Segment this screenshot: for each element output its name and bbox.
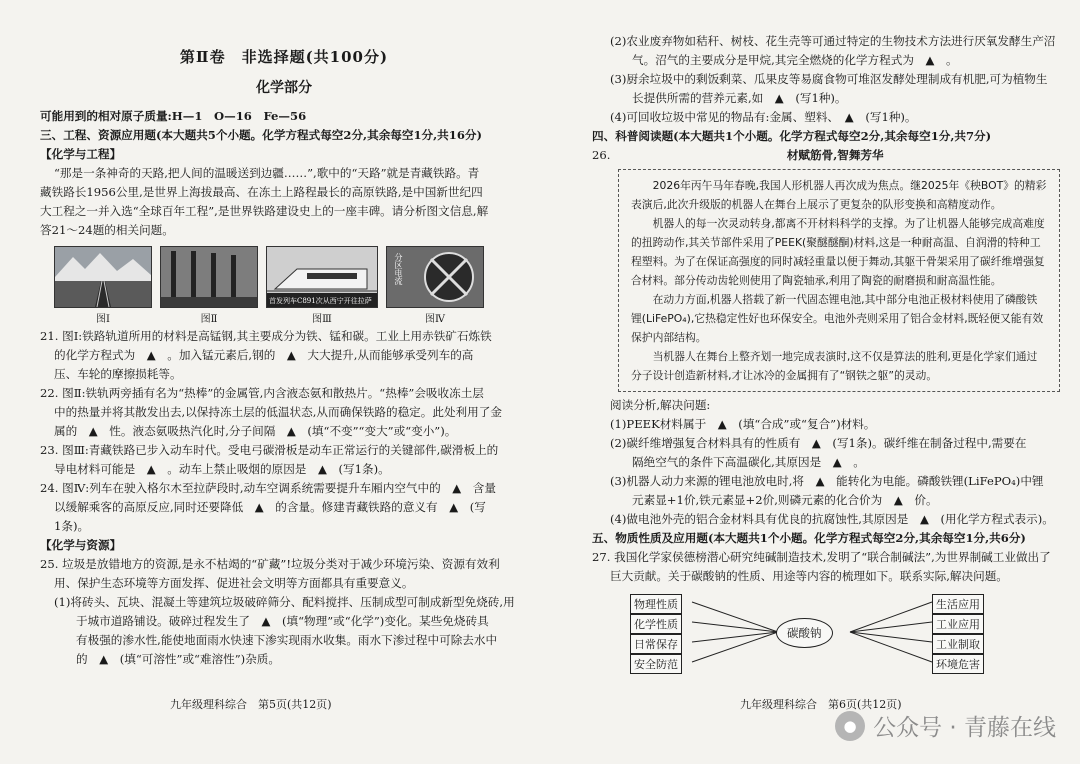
q24-line: 以缓解乘客的高原反应,同时还要降低 ▲ 的含量。修建青藏铁路的意义有 ▲ (写 bbox=[54, 500, 486, 514]
q26-part-2 bbox=[610, 434, 1060, 472]
wechat-icon: ● bbox=[835, 711, 865, 741]
q24-line: 24. 图Ⅳ:列车在驶入格尔木至拉萨段时,动车空调系统需要提升车厢内空气中的 ▲ 含量 bbox=[40, 481, 496, 495]
box-industrial-application: 工业应用 bbox=[932, 614, 984, 634]
question-24 bbox=[40, 479, 528, 536]
q25-1-line: 于城市道路铺设。破碎过程发生了 ▲ (填“物理”或“化学”)变化。某些免烧砖具 bbox=[76, 614, 489, 628]
passage-paragraph: 机器人的每一次灵动转身,都离不开材料科学的支撑。为了让机器人能够完成高难度的扭跨动作,其关节部件采用了PEEK(聚醚醚酮)材料,这是一种耐高温、自润滑的特种工程塑料。为了在保证高强度的同时减轻重量以便于舞动,其躯干骨架采用了碳纤维增强复合材料。部分传动齿轮则使用了陶瓷轴承,利用了陶瓷的耐磨损和耐高温性能。 bbox=[631, 217, 1045, 287]
q26-part-1: (1)PEEK材料属于 ▲ (填“合成”或“复合”)材料。 bbox=[610, 417, 876, 431]
question-21 bbox=[40, 327, 528, 384]
box-physical-properties: 物理性质 bbox=[630, 594, 682, 614]
intro-line: 大工程之一并入选“全球百年工程”,是世界铁路建设史上的一座丰碑。请分析图文信息,解 bbox=[40, 204, 489, 218]
question-27 bbox=[592, 548, 1060, 586]
q21-line: 压、车轮的摩擦损耗等。 bbox=[54, 367, 182, 381]
watermark bbox=[835, 709, 1056, 742]
figure-caption: 图Ⅳ bbox=[425, 314, 445, 325]
watermark-text: 公众号 · 青藤在线 bbox=[873, 715, 1056, 741]
q22-line: 中的热量并将其散发出去,以保持冻土层的低温状态,从而确保铁路的稳定。此处利用了金 bbox=[54, 405, 502, 419]
figure-caption: 图Ⅲ bbox=[312, 314, 332, 325]
q25-line: 用、保护生态环境等方面发挥、促进社会文明等方面都具有重要意义。 bbox=[54, 576, 414, 590]
q25-2-line: 气。沼气的主要成分是甲烷,其完全燃烧的化学方程式为 ▲ 。 bbox=[632, 53, 958, 67]
intro-line: “那是一条神奇的天路,把人间的温暖送到边疆……”,歌中的“天路”就是青藏铁路。青 bbox=[54, 166, 480, 180]
q22-line: 22. 图Ⅱ:铁轨两旁插有名为“热棒”的金属管,内含液态氨和散热片。“热棒”会吸收冻土层 bbox=[40, 386, 484, 400]
q26-2-line: (2)碳纤维增强复合材料具有的性质有 ▲ (写1条)。碳纤维在制备过程中,需要在 bbox=[610, 436, 1027, 450]
intro-line: 答21～24题的相关问题。 bbox=[40, 223, 174, 237]
q26-number: 26. bbox=[592, 148, 611, 162]
railway-mountain-photo bbox=[54, 246, 152, 308]
intro-line: 藏铁路长1956公里,是世界上海拔最高、在冻土上路程最长的高原铁路,是中国新世纪四 bbox=[40, 185, 483, 199]
section5-heading: 五、物质性质及应用题(本大题共1个小题。化学方程式每空2分,其余每空1分,共6分) bbox=[592, 531, 1026, 545]
q26-3-line: 元素显+1价,铁元素显+2价,则磷元素的化合价为 ▲ 价。 bbox=[632, 493, 938, 507]
q25-1-line: 有极强的渗水性,能使地面雨水快速下渗实现雨水收集。雨水下渗过程中可除去水中 bbox=[76, 633, 498, 647]
passage-paragraph: 当机器人在舞台上整齐划一地完成表演时,这不仅是算法的胜利,更是化学家们通过分子设计创造新材料,才让冰冷的金属拥有了“钢铁之躯”的灵动。 bbox=[631, 350, 1038, 382]
sodium-carbonate-diagram bbox=[610, 592, 1060, 674]
box-daily-storage: 日常保存 bbox=[630, 634, 682, 654]
resource-tag: 【化学与资源】 bbox=[40, 538, 122, 552]
q25-1-line: (1)将砖头、瓦块、混凝土等建筑垃圾破碎筛分、配料搅拌、压制成型可制成新型免烧砖,用 bbox=[54, 595, 515, 609]
q21-line: 的化学方程式为 ▲ 。加入锰元素后,钢的 ▲ 大大提升,从而能够承受列车的高 bbox=[54, 348, 474, 362]
q25-3-line: (3)厨余垃圾中的剩饭剩菜、瓜果皮等易腐食物可堆沤发酵处理制成有机肥,可为植物生 bbox=[610, 72, 1048, 86]
carriage-photo bbox=[386, 246, 484, 308]
q24-line: 1条)。 bbox=[54, 519, 90, 533]
q26-part-3 bbox=[610, 472, 1060, 510]
q21-line: 21. 图Ⅰ:铁路轨道所用的材料是高锰钢,其主要成分为铁、锰和碳。工业上用赤铁矿石炼铁 bbox=[40, 329, 492, 343]
figure-row bbox=[54, 246, 528, 325]
q25-line: 25. 垃圾是放错地方的资源,是永不枯竭的“矿藏”!垃圾分类对于减少环境污染、资源有效利 bbox=[40, 557, 500, 571]
question-25-3 bbox=[610, 70, 1060, 108]
question-25-2 bbox=[610, 32, 1060, 70]
q27-line: 巨大贡献。关于碳酸钠的性质、用途等内容的梳理如下。联系实际,解决问题。 bbox=[610, 569, 1008, 583]
passage-paragraph: 2026年丙午马年春晚,我国人形机器人再次成为焦点。继2025年《秧BOT》的精彩表演后,此次升级版的机器人在舞台上展示了更复杂的队形变换和高精度动作。 bbox=[631, 179, 1047, 211]
figure-2 bbox=[160, 246, 258, 325]
section3-heading: 三、工程、资源应用题(本大题共5个小题。化学方程式每空2分,其余每空1分,共16分) bbox=[40, 128, 482, 142]
right-page bbox=[540, 0, 1080, 764]
left-footer: 九年级理科综合 第5页(共12页) bbox=[170, 698, 332, 711]
q23-line: 导电材料可能是 ▲ 。动车上禁止吸烟的原因是 ▲ (写1条)。 bbox=[54, 462, 390, 476]
q26-part-4: (4)做电池外壳的铝合金材料具有优良的抗腐蚀性,其原因是 ▲ (用化学方程式表示)。 bbox=[610, 512, 1054, 526]
figure-4 bbox=[386, 246, 484, 325]
question-25-4: (4)可回收垃圾中常见的物品有:金属、塑料、 ▲ (写1种)。 bbox=[610, 110, 917, 124]
figure-caption: 图Ⅰ bbox=[96, 314, 110, 325]
q23-line: 23. 图Ⅲ:青藏铁路已步入动车时代。受电弓碳滑板是动车正常运行的关键部件,碳滑板上的 bbox=[40, 443, 499, 457]
reading-passage bbox=[618, 169, 1060, 392]
figure-1 bbox=[54, 246, 152, 325]
question-22 bbox=[40, 384, 528, 441]
box-industrial-production: 工业制取 bbox=[932, 634, 984, 654]
figure-caption: 图Ⅱ bbox=[200, 314, 218, 325]
panel-label: 分区电流 bbox=[394, 253, 403, 285]
box-chemical-properties: 化学性质 bbox=[630, 614, 682, 634]
q25-3-line: 长提供所需的营养元素,如 ▲ (写1种)。 bbox=[632, 91, 847, 105]
center-sodium-carbonate: 碳酸钠 bbox=[776, 618, 833, 648]
atomic-mass-note: 可能用到的相对原子质量:H—1 O—16 Fe—56 bbox=[40, 109, 307, 123]
engineering-tag: 【化学与工程】 bbox=[40, 147, 122, 161]
q26-title: 材赋筋骨,智舞芳华 bbox=[786, 148, 884, 162]
box-environmental-hazard: 环境危害 bbox=[932, 654, 984, 674]
passage-paragraph: 在动力方面,机器人搭载了新一代固态锂电池,其中部分电池正极材料使用了磷酸铁锂(LiFePO₄),它热稳定性好也环保安全。电池外壳则采用了铝合金材料,既轻便又能有效保护内部结构。 bbox=[631, 293, 1044, 344]
figure-3 bbox=[266, 246, 378, 325]
right-footer: 九年级理科综合 第6页(共12页) bbox=[740, 698, 902, 711]
train-caption: 首发列车C891次从西宁开往拉萨 bbox=[269, 297, 372, 305]
question-23 bbox=[40, 441, 528, 479]
q25-1-line: 的 ▲ (填“可溶性”或“难溶性”)杂质。 bbox=[76, 652, 280, 666]
q27-line: 27. 我国化学家侯德榜潜心研究纯碱制造技术,发明了“联合制碱法”,为世界制碱工业做出了 bbox=[592, 550, 1051, 564]
section4-heading: 四、科普阅读题(本大题共1个小题。化学方程式每空2分,其余每空1分,共7分) bbox=[592, 129, 992, 143]
heat-rods-photo bbox=[160, 246, 258, 308]
question-25 bbox=[40, 555, 528, 593]
question-26-header bbox=[592, 146, 1060, 165]
reading-prompt: 阅读分析,解决问题: bbox=[610, 398, 711, 412]
q22-line: 属的 ▲ 性。液态氨吸热汽化时,分子间隔 ▲ (填“不变”“变大”或“变小”)。 bbox=[54, 424, 457, 438]
intro-paragraph bbox=[40, 164, 528, 240]
train-photo bbox=[266, 246, 378, 308]
part-title: 第Ⅱ卷 非选择题(共100分) bbox=[179, 48, 389, 66]
q26-3-line: (3)机器人动力来源的锂电池放电时,将 ▲ 能转化为电能。磷酸铁锂(LiFePO₄)中锂 bbox=[610, 474, 1044, 488]
question-25-1 bbox=[40, 593, 528, 669]
box-life-application: 生活应用 bbox=[932, 594, 984, 614]
section-title: 化学部分 bbox=[256, 80, 312, 96]
q25-2-line: (2)农业废弃物如秸秆、树枝、花生壳等可通过特定的生物技术方法进行厌氧发酵生产沼 bbox=[610, 34, 1056, 48]
box-safety: 安全防范 bbox=[630, 654, 682, 674]
q26-2-line: 隔绝空气的条件下高温碳化,其原因是 ▲ 。 bbox=[632, 455, 865, 469]
